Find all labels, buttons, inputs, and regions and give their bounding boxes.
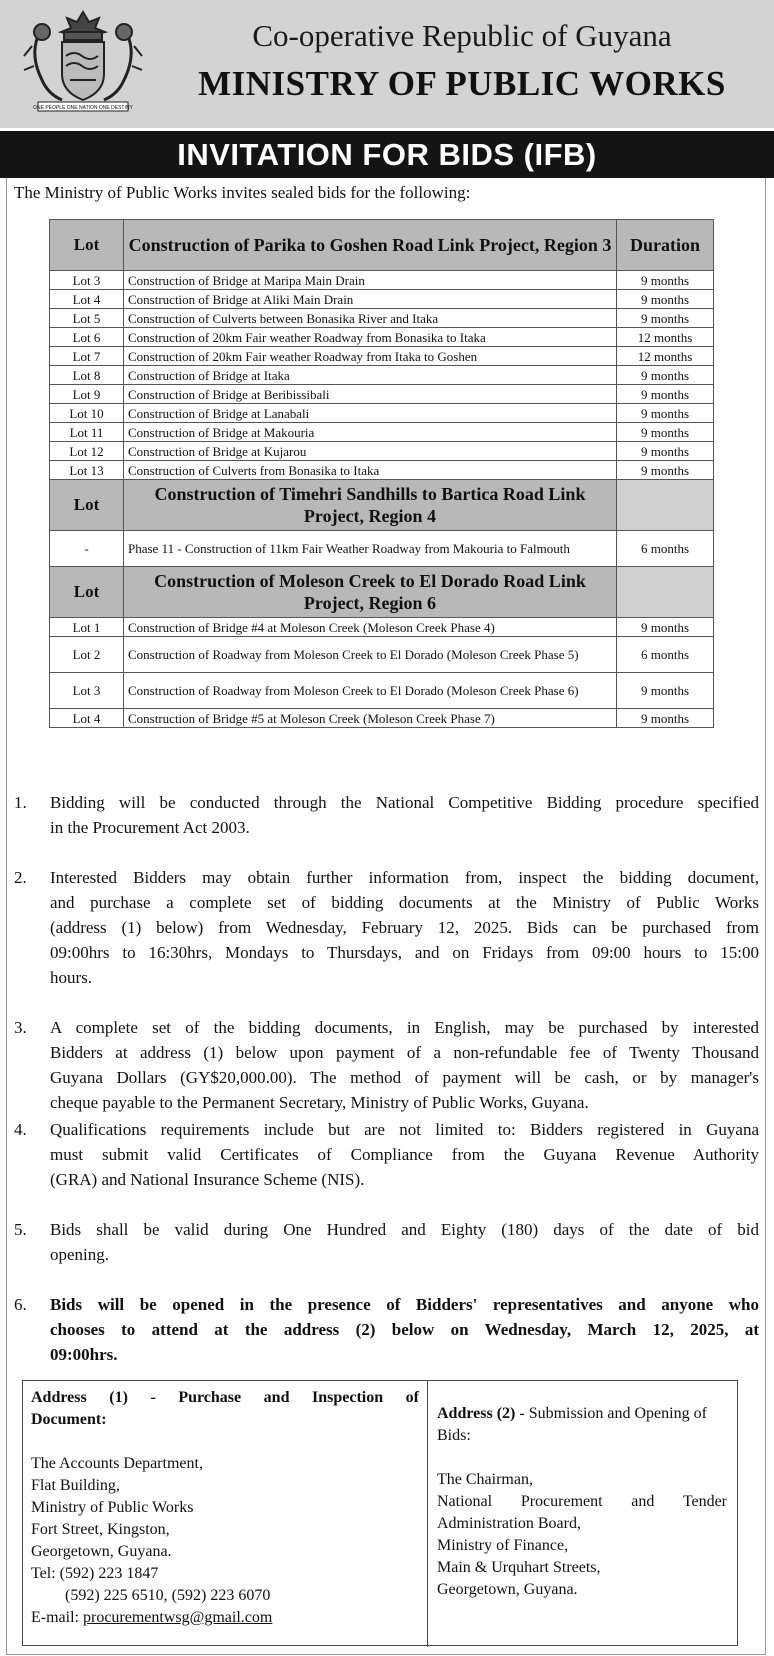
description-cell: Construction of Roadway from Moleson Creek to El Dorado (Moleson Creek Phase 5) [124, 637, 617, 673]
lot-cell: Lot 7 [50, 347, 124, 366]
address-line: Ministry of Public Works [31, 1499, 194, 1516]
clause-line: 09:00hrs. [50, 1345, 118, 1364]
table-row [50, 347, 714, 366]
clause-line: Guyana Dollars (GY$20,000.00). The method of payment will be cash, or by manager's [50, 1068, 759, 1087]
duration-cell: 9 months [617, 366, 714, 385]
duration-header: Duration [617, 220, 714, 271]
lots-table [49, 219, 714, 728]
clause-line: opening. [50, 1245, 110, 1264]
table-row [50, 531, 714, 567]
duration-cell: 9 months [617, 442, 714, 461]
address-line: Georgetown, Guyana. [437, 1581, 578, 1598]
table-row [50, 271, 714, 290]
table-row [50, 328, 714, 347]
address-line: Georgetown, Guyana. [31, 1543, 172, 1560]
address-line: The Accounts Department, [31, 1455, 203, 1472]
email-line [31, 1607, 419, 1629]
ministry-name: MINISTRY OF PUBLIC WORKS [198, 64, 726, 103]
coat-of-arms-icon [18, 6, 148, 116]
duration-header [617, 480, 714, 531]
clause-line: Qualifications requirements include but are not limited to: Bidders registered in Guyana [50, 1120, 759, 1139]
project-header-row [50, 480, 714, 531]
phone-line [31, 1563, 419, 1585]
duration-cell: 9 months [617, 423, 714, 442]
lot-cell: Lot 10 [50, 404, 124, 423]
clause-line: A complete set of the bidding documents, in English, may be purchased by interested [50, 1018, 759, 1037]
description-cell: Construction of Bridge at Makouria [124, 423, 617, 442]
duration-cell: 9 months [617, 618, 714, 637]
phone-number: (592) 223 1847 [59, 1565, 159, 1582]
duration-cell: 9 months [617, 404, 714, 423]
address-2-heading [437, 1403, 727, 1447]
clause-line: (GRA) and National Insurance Scheme (NIS). [50, 1170, 365, 1189]
description-cell: Construction of Culverts between Bonasika River and Itaka [124, 309, 617, 328]
address-line: Administration Board, [437, 1515, 581, 1532]
table-row [50, 461, 714, 480]
table-row [50, 366, 714, 385]
lot-cell: Lot 9 [50, 385, 124, 404]
description-cell: Construction of Bridge at Lanabali [124, 404, 617, 423]
lot-cell: Lot 12 [50, 442, 124, 461]
intro-text: The Ministry of Public Works invites sealed bids for the following: [14, 183, 471, 202]
description-cell: Construction of 20km Fair weather Roadway from Bonasika to Itaka [124, 328, 617, 347]
description-cell: Construction of Roadway from Moleson Creek to El Dorado (Moleson Creek Phase 6) [124, 673, 617, 709]
clause-line: Interested Bidders may obtain further information from, inspect the bidding document, [50, 868, 759, 887]
project-header-row [50, 567, 714, 618]
duration-cell: 12 months [617, 328, 714, 347]
clause-number: 5. [14, 1220, 27, 1239]
clause-line: cheque payable to the Permanent Secretary, Ministry of Public Works, Guyana. [50, 1093, 589, 1112]
address-2 [437, 1403, 727, 1601]
description-cell: Construction of Bridge #5 at Moleson Creek (Moleson Creek Phase 7) [124, 709, 617, 728]
header-band [0, 0, 774, 131]
clause-number: 3. [14, 1018, 27, 1037]
clause-line: Bids will be opened in the presence of Bidders' representatives and anyone who [50, 1295, 759, 1314]
table-row [50, 442, 714, 461]
clause-number: 4. [14, 1120, 27, 1139]
table-row [50, 385, 714, 404]
duration-cell: 9 months [617, 709, 714, 728]
email-label: E-mail: [31, 1609, 79, 1626]
address-line: The Chairman, [437, 1471, 533, 1488]
address-1-heading-cont: Document: [31, 1411, 107, 1428]
clause-number: 2. [14, 868, 27, 887]
clause-line: (address (1) below) from Wednesday, February 12, 2025. Bids can be purchased from [50, 918, 759, 937]
lot-cell: Lot 11 [50, 423, 124, 442]
lot-cell: Lot 6 [50, 328, 124, 347]
duration-cell: 9 months [617, 673, 714, 709]
lot-cell: Lot 3 [50, 673, 124, 709]
email-link[interactable]: procurementwsg@gmail.com [82, 1609, 273, 1626]
lot-header: Lot [50, 567, 124, 618]
duration-cell: 9 months [617, 309, 714, 328]
clause-number: 6. [14, 1295, 27, 1314]
clause-line: hours. [50, 968, 93, 987]
duration-cell: 12 months [617, 347, 714, 366]
project-title: Construction of Timehri Sandhills to Bartica Road Link Project, Region 4 [124, 480, 617, 531]
table-row [50, 404, 714, 423]
address-2-label: Address (2) [437, 1405, 516, 1422]
ifb-banner: INVITATION FOR BIDS (IFB) [0, 131, 774, 178]
clause-line: Bidding will be conducted through the National Competitive Bidding procedure specified [50, 793, 759, 812]
address-2-heading-rest: - Submission and Opening of Bids: [437, 1405, 707, 1444]
clause-number: 1. [14, 793, 27, 812]
clause-line: must submit valid Certificates of Compliance from the Guyana Revenue Authority [50, 1145, 759, 1164]
address-line: Ministry of Finance, [437, 1537, 569, 1554]
project-header-row [50, 220, 714, 271]
lot-cell: Lot 4 [50, 709, 124, 728]
description-cell: Construction of Bridge at Aliki Main Drain [124, 290, 617, 309]
description-cell: Construction of Bridge at Itaka [124, 366, 617, 385]
address-1 [31, 1387, 419, 1629]
lot-cell: Lot 5 [50, 309, 124, 328]
lot-cell: Lot 1 [50, 618, 124, 637]
description-cell: Construction of Bridge at Kujarou [124, 442, 617, 461]
clause-line: and purchase a complete set of bidding documents at the Ministry of Public Works [50, 893, 759, 912]
duration-cell: 9 months [617, 290, 714, 309]
address-line: Flat Building, [31, 1477, 120, 1494]
clause-line: 09:00hrs to 16:30hrs, Mondays to Thursdays, and on Fridays from 09:00 hours to 15:00 [50, 943, 759, 962]
description-cell: Phase 11 - Construction of 11km Fair Weather Roadway from Makouria to Falmouth [124, 531, 617, 567]
clause-line: chooses to attend at the address (2) below on Wednesday, March 12, 2025, at [50, 1320, 759, 1339]
duration-header [617, 567, 714, 618]
duration-cell: 9 months [617, 271, 714, 290]
duration-cell: 6 months [617, 637, 714, 673]
description-cell: Construction of Culverts from Bonasika to Itaka [124, 461, 617, 480]
address-divider [427, 1381, 428, 1647]
address-box [22, 1380, 738, 1646]
lot-cell: Lot 13 [50, 461, 124, 480]
table-row [50, 618, 714, 637]
description-cell: Construction of 20km Fair weather Roadway from Itaka to Goshen [124, 347, 617, 366]
clause-line: in the Procurement Act 2003. [50, 818, 250, 837]
lot-cell: - [50, 531, 124, 567]
svg-text:ONE PEOPLE ONE NATION ONE DEST: ONE PEOPLE ONE NATION ONE DESTINY [33, 105, 133, 111]
address-line: Fort Street, Kingston, [31, 1521, 170, 1538]
table-row [50, 290, 714, 309]
lot-header: Lot [50, 480, 124, 531]
duration-cell: 9 months [617, 385, 714, 404]
description-cell: Construction of Bridge #4 at Moleson Creek (Moleson Creek Phase 4) [124, 618, 617, 637]
description-cell: Construction of Bridge at Maripa Main Drain [124, 271, 617, 290]
address-1-heading: Address (1) - Purchase and Inspection of [31, 1389, 419, 1406]
lot-cell: Lot 2 [50, 637, 124, 673]
phone-number-alt: (592) 225 6510, (592) 223 6070 [65, 1587, 271, 1604]
tel-label: Tel: [31, 1565, 56, 1582]
lot-header: Lot [50, 220, 124, 271]
clause-line: Bids shall be valid during One Hundred and Eighty (180) days of the date of bid [50, 1220, 759, 1239]
description-cell: Construction of Bridge at Beribissibali [124, 385, 617, 404]
table-row [50, 673, 714, 709]
clause-line: Bidders at address (1) below upon payment of a non-refundable fee of Twenty Thousand [50, 1043, 759, 1062]
table-row [50, 423, 714, 442]
duration-cell: 6 months [617, 531, 714, 567]
lot-cell: Lot 8 [50, 366, 124, 385]
project-title: Construction of Moleson Creek to El Dorado Road Link Project, Region 6 [124, 567, 617, 618]
table-row [50, 637, 714, 673]
table-row [50, 709, 714, 728]
lot-cell: Lot 3 [50, 271, 124, 290]
country-name: Co-operative Republic of Guyana [252, 18, 672, 53]
table-row [50, 309, 714, 328]
address-line: National Procurement and Tender [437, 1493, 727, 1510]
address-line: Main & Urquhart Streets, [437, 1559, 601, 1576]
lot-cell: Lot 4 [50, 290, 124, 309]
duration-cell: 9 months [617, 461, 714, 480]
project-title: Construction of Parika to Goshen Road Link Project, Region 3 [124, 220, 617, 271]
